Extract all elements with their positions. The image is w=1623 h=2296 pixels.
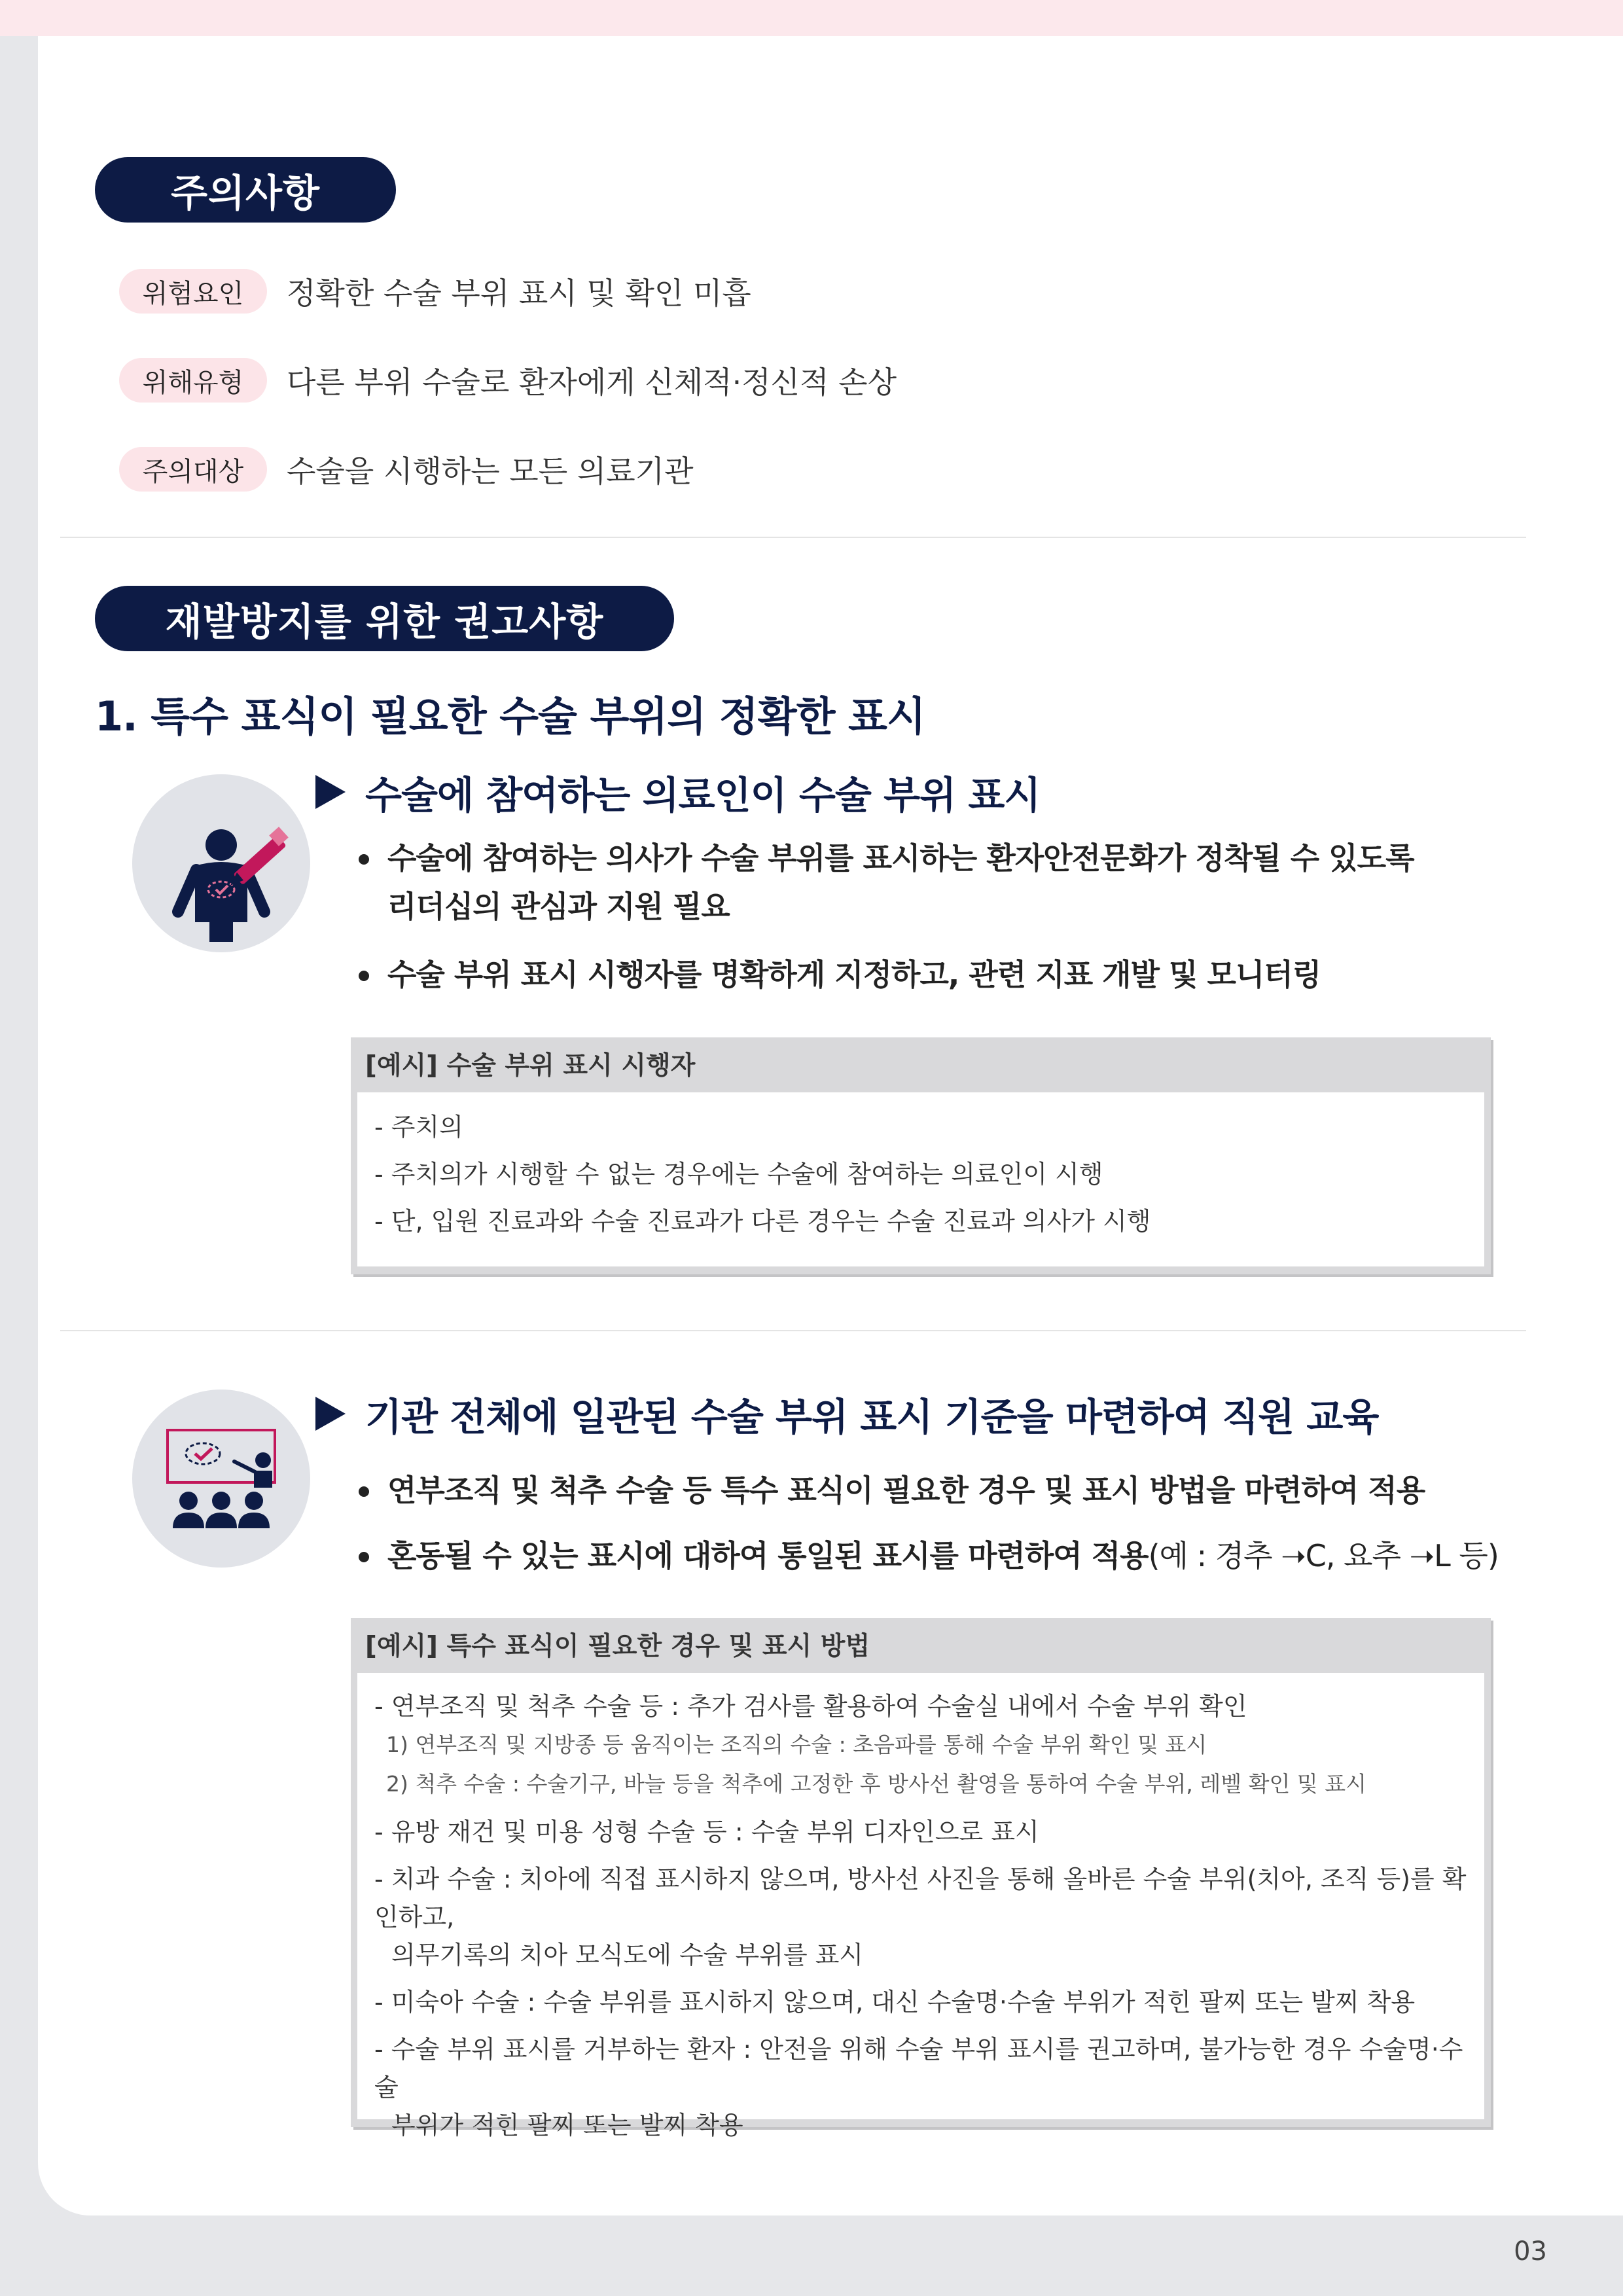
section1-bullet1-line1: 수술에 참여하는 의사가 수술 부위를 표시하는 환자안전문화가 정착될 수 있도록 [387,840,1414,876]
example-box-1-title: [예시] 수술 부위 표시 시행자 [365,1051,696,1081]
list-subitem: 2) 척추 수술 : 수술기구, 바늘 등을 척추에 고정한 후 방사선 촬영을 통하여 수술 부위, 레벨 확인 및 표시 [386,1771,1367,1797]
bullet-dot-icon [359,1486,369,1497]
section-divider [60,537,1526,538]
list-item: - 주치의가 시행할 수 없는 경우에는 수술에 참여하는 의료인이 시행 [374,1160,1103,1189]
bullet-dot-icon [359,1552,369,1562]
section1-title-text: 수술에 참여하는 의료인이 수술 부위 표시 [365,773,1041,817]
caution-title: 주의사항 [95,157,396,223]
section1-bullet1-line2: 리더십의 관심과 지원 필요 [387,889,730,924]
section2-bullet1 [359,1466,1425,1515]
risk-factor-tag: 위험요인 [119,269,267,314]
example-box-2 [351,1618,1491,2140]
section-divider [60,1330,1526,1331]
section2-title-text: 기관 전체에 일관된 수술 부위 표시 기준을 마련하여 직원 교육 [365,1395,1379,1439]
harm-type-text: 다른 부위 수술로 환자에게 신체적·정신적 손상 [287,365,897,400]
section1-bullet2-text: 수술 부위 표시 시행자를 명확하게 지정하고, 관련 지표 개발 및 모니터링 [387,957,1321,992]
list-item-continued: 부위가 적힌 팔찌 또는 발찌 착용 [391,2111,743,2140]
example-box-2-content [357,1673,1484,2140]
risk-factor-row [119,268,751,314]
example-box-2-title: [예시] 특수 표식이 필요한 경우 및 표시 방법 [365,1632,870,1661]
section2-bullet2-bold: 혼동될 수 있는 표시에 대하여 통일된 표시를 마련하여 적용 [387,1538,1149,1573]
section2-bullet2-example: (예 : 경추 ➝C, 요추 ➝L 등) [1148,1538,1499,1573]
section2-title [306,1386,1378,1441]
list-item: - 수술 부위 표시를 거부하는 환자 : 안전을 위해 수술 부위 표시를 권고하며, 불가능한 경우 수술명·수술 [374,2035,1463,2102]
harm-type-tag: 위해유형 [119,358,267,403]
list-item: - 유방 재건 및 미용 성형 수술 등 : 수술 부위 디자인으로 표시 [374,1818,1039,1846]
bullet-dot-icon [359,854,369,865]
triangle-bullet-icon [315,1397,346,1431]
list-item: - 단, 입원 진료과와 수술 진료과가 다른 경우는 수술 진료과 의사가 시행 [374,1207,1151,1236]
recommend-heading: 1. 특수 표식이 필요한 수술 부위의 정확한 표시 [95,692,925,740]
harm-type-row [119,357,897,403]
list-item: - 치과 수술 : 치아에 직접 표시하지 않으며, 방사선 사진을 통해 올바른 수술 부위(치아, 조직 등)를 확인하고, [374,1865,1467,1931]
target-text: 수술을 시행하는 모든 의료기관 [287,454,694,489]
target-tag: 주의대상 [119,447,267,492]
section1-bullet2 [359,950,1321,999]
top-band [0,0,1623,36]
triangle-bullet-icon [315,775,346,809]
surgeon-marking-icon [132,774,310,952]
staff-education-icon [132,1390,310,1568]
recommend-title: 재발방지를 위한 권고사항 [95,586,674,651]
example-box-1-content [357,1092,1484,1266]
section2-bullet2-text [387,1532,1499,1580]
section2-bullet2 [359,1532,1499,1580]
list-item: - 주치의 [374,1113,463,1141]
list-item: - 연부조직 및 척추 수술 등 : 추가 검사를 활용하여 수술실 내에서 수술 부위 확인 [374,1692,1247,1721]
example-box-1 [351,1037,1491,1274]
page-number: 03 [1514,2236,1547,2267]
list-item: - 미숙아 수술 : 수술 부위를 표시하지 않으며, 대신 수술명·수술 부위가 적힌 팔찌 또는 발찌 착용 [374,1988,1416,2017]
section2-bullet1-text: 연부조직 및 척추 수술 등 특수 표식이 필요한 경우 및 표시 방법을 마련하여 적용 [387,1473,1425,1508]
list-item-continued: 의무기록의 치아 모식도에 수술 부위를 표시 [391,1941,864,1969]
section1-title [306,764,1040,819]
target-row [119,446,694,492]
risk-factor-text: 정확한 수술 부위 표시 및 확인 미흡 [287,276,751,311]
bullet-dot-icon [359,971,369,981]
section1-bullet1 [359,834,1414,931]
list-subitem: 1) 연부조직 및 지방종 등 움직이는 조직의 수술 : 초음파를 통해 수술 부위 확인 및 표시 [386,1732,1207,1757]
